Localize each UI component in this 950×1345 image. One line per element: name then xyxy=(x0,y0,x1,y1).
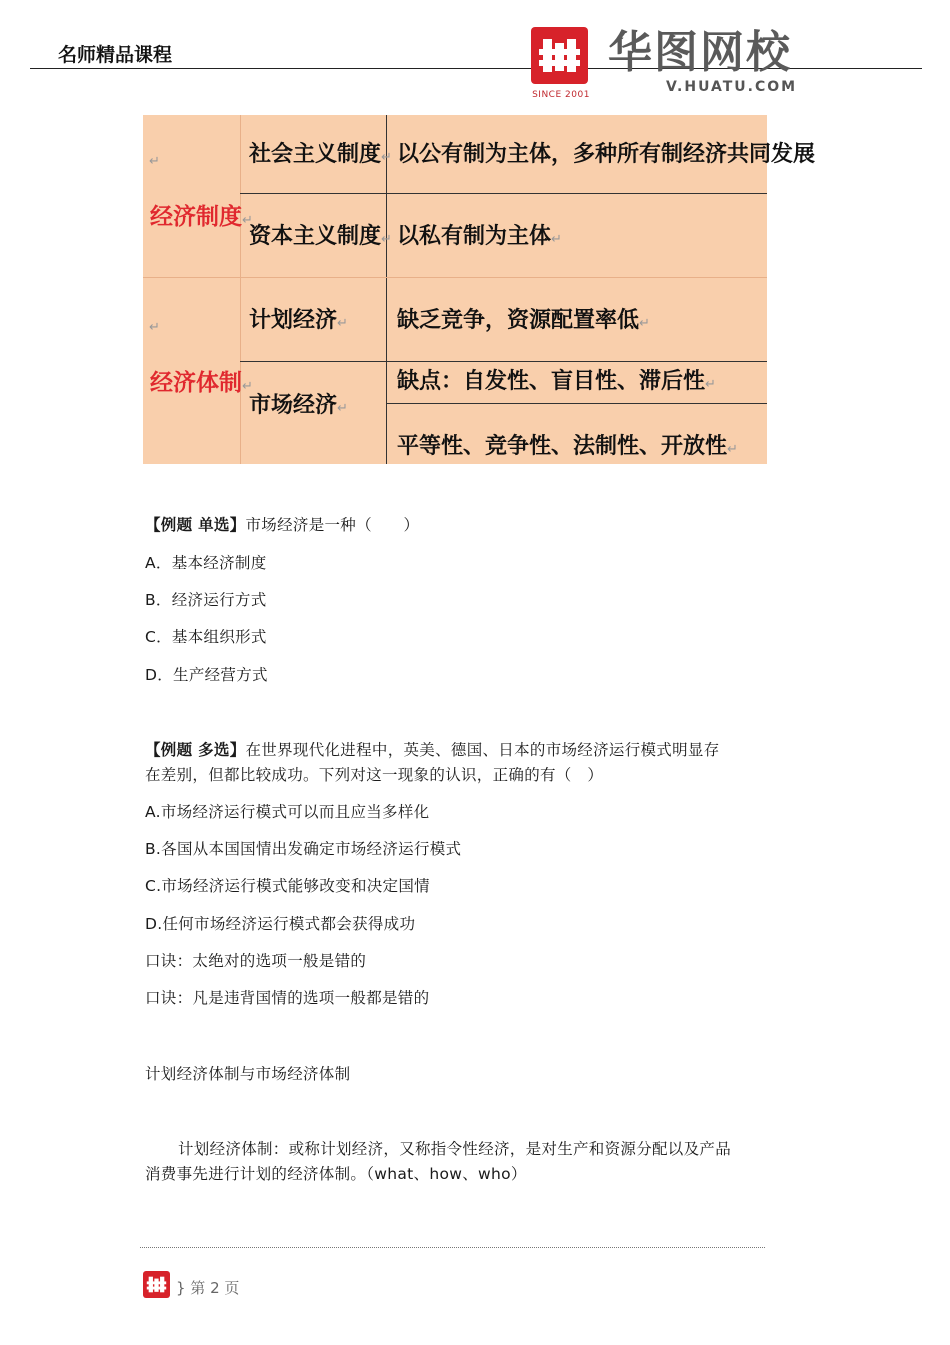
cell-mark: ↵ xyxy=(149,154,160,169)
row-desc-capitalism: 以私有制为主体↵ xyxy=(397,224,562,249)
logo-wordmark: 华图网校 xyxy=(608,27,792,78)
question-single-choice: 【例题 单选】市场经济是一种（ ） xyxy=(145,516,420,534)
q2-option-b: B.各国从本国国情出发确定市场经济运行模式 xyxy=(145,840,462,858)
huatu-emblem-icon xyxy=(531,27,588,84)
logo-url: V.HUATU.COM xyxy=(666,79,798,95)
tip-2: 口诀：凡是违背国情的选项一般都是错的 xyxy=(145,989,430,1007)
q1-option-c: C．基本组织形式 xyxy=(145,628,267,646)
row-name-capitalism: 资本主义制度↵ xyxy=(249,224,392,249)
q2-option-a: A.市场经济运行模式可以而且应当多样化 xyxy=(145,803,430,821)
footer-divider xyxy=(140,1247,765,1248)
cell-mark: ↵ xyxy=(149,320,160,335)
table-gridline xyxy=(143,277,767,278)
row-desc-market-cons: 缺点：自发性、盲目性、滞后性↵ xyxy=(397,369,716,394)
q2-option-c: C.市场经济运行模式能够改变和决定国情 xyxy=(145,877,430,895)
page-number: } 第 2 页 xyxy=(176,1279,240,1297)
row-name-planned: 计划经济↵ xyxy=(249,308,348,333)
question-multi-choice: 【例题 多选】在世界现代化进程中，英美、德国、日本的市场经济运行模式明显存 xyxy=(145,741,720,759)
q1-option-b: B．经济运行方式 xyxy=(145,591,267,609)
row-desc-socialism: 以公有制为主体，多种所有制经济共同发展 xyxy=(397,142,816,167)
section-paragraph-line1: 计划经济体制：或称计划经济，又称指令性经济，是对生产和资源分配以及产品 xyxy=(178,1140,732,1158)
row-desc-planned: 缺乏竞争，资源配置率低↵ xyxy=(397,308,650,333)
table-gridline xyxy=(386,403,767,404)
logo-since: SINCE 2001 xyxy=(532,90,590,100)
q1-option-a: A．基本经济制度 xyxy=(145,554,267,572)
table-gridline xyxy=(240,361,767,362)
tip-1: 口诀：太绝对的选项一般是错的 xyxy=(145,952,367,970)
economy-table xyxy=(143,115,816,464)
q2-stem-line2: 在差别，但都比较成功。下列对这一现象的认识，正确的有（ ） xyxy=(145,766,604,784)
section-heading: 计划经济体制与市场经济体制 xyxy=(145,1065,351,1083)
row-name-market: 市场经济↵ xyxy=(249,393,348,418)
row-desc-market-pros: 平等性、竞争性、法制性、开放性↵ xyxy=(397,434,738,459)
table-gridline xyxy=(240,193,767,194)
q1-option-d: D．生产经营方式 xyxy=(145,666,268,684)
huatu-logo xyxy=(531,27,831,103)
footer-emblem-icon xyxy=(143,1271,170,1298)
section-paragraph-line2: 消费事先进行计划的经济体制。（what、how、who） xyxy=(145,1165,527,1183)
q2-option-d: D.任何市场经济运行模式都会获得成功 xyxy=(145,915,416,933)
category-economic-mechanism: 经济体制↵ xyxy=(150,370,253,396)
header-course-title: 名师精品课程 xyxy=(58,44,173,66)
category-economic-system: 经济制度↵ xyxy=(150,204,253,230)
table-gridline xyxy=(240,115,241,464)
row-name-socialism: 社会主义制度↵ xyxy=(249,142,392,167)
